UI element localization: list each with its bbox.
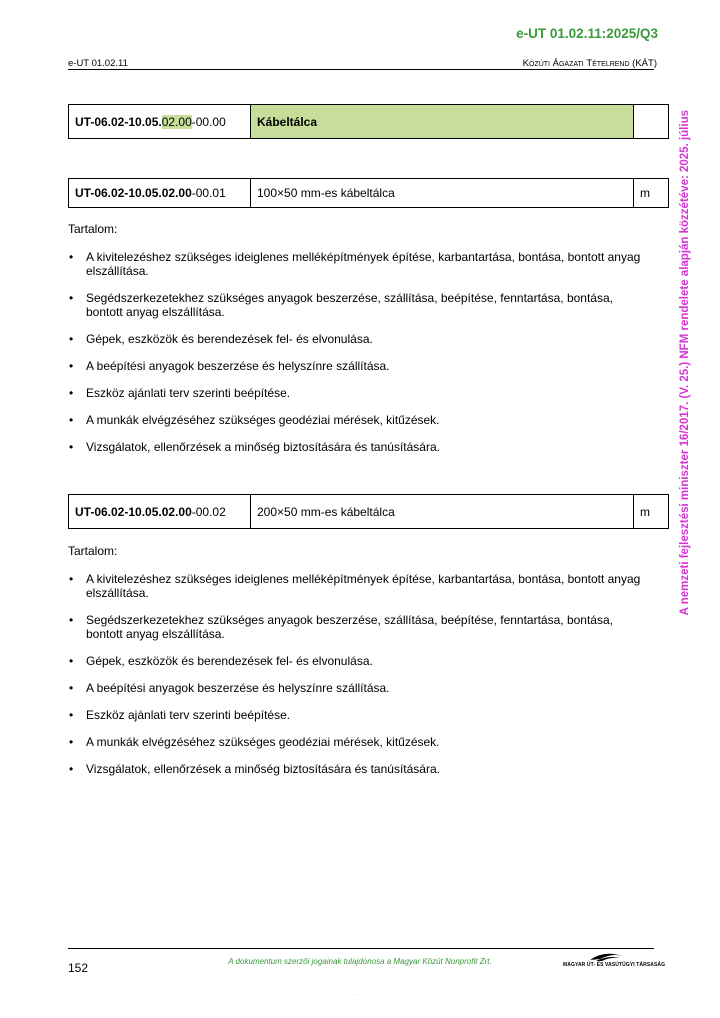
item-code-cell: UT-06.02-10.05.02.00-00.01 — [69, 179, 251, 208]
sidebar-text: A nemzeti fejlesztési miniszter 16/2017. (V. 25.) NFM rendelete alapján közzétéve: 2025. július — [679, 110, 691, 616]
publication-sidebar — [670, 97, 700, 629]
list-item: • Gépek, eszközök és berendezések fel- és elvonulása. — [68, 654, 648, 668]
list-item: • Vizsgálatok, ellenőrzések a minőség biztosítására és tanúsítására. — [68, 762, 648, 776]
header-left-code: e-UT 01.02.11 — [68, 58, 128, 69]
item-title-cell: 100×50 mm-es kábeltálca — [251, 179, 634, 208]
list-item: • Segédszerkezetekhez szükséges anyagok beszerzése, szállítása, beépítése, fenntartása, bontása, bontott anyag elszállítása. — [68, 613, 648, 641]
list-item: • Vizsgálatok, ellenőrzések a minőség biztosítására és tanúsítására. — [68, 440, 648, 454]
footer-dot: . — [357, 991, 359, 997]
page-number: 152 — [68, 961, 89, 975]
list-item: • A kivitelezéshez szükséges ideiglenes melléképítmények építése, karbantartása, bontása, bontott anyag elszállítása. — [68, 250, 648, 278]
tartalom-label-1: Tartalom: — [68, 222, 118, 236]
header-right-title: Közúti Ágazati Tételrend (KÁT) — [522, 58, 657, 69]
group-header-table — [68, 104, 669, 139]
list-item: • Eszköz ajánlati terv szerinti beépítése. — [68, 708, 648, 722]
footer-rule — [68, 948, 654, 949]
list-item: • Gépek, eszközök és berendezések fel- és elvonulása. — [68, 332, 648, 346]
list-item: • A beépítési anyagok beszerzése és helyszínre szállítása. — [68, 681, 648, 695]
item-unit-cell: m — [634, 179, 669, 208]
group-title-cell: Kábeltálca — [251, 105, 634, 139]
item-unit-cell: m — [634, 495, 669, 529]
header-rule — [68, 69, 654, 70]
tartalom-label-2: Tartalom: — [68, 544, 118, 558]
content-list-1 — [68, 250, 648, 467]
list-item: • A munkák elvégzéséhez szükséges geodéziai mérések, kitűzések. — [68, 735, 648, 749]
item-table-1 — [68, 178, 669, 208]
group-code-cell: UT-06.02-10.05.02.00-00.00 — [69, 105, 251, 139]
list-item: • A beépítési anyagok beszerzése és helyszínre szállítása. — [68, 359, 648, 373]
list-item: • A kivitelezéshez szükséges ideiglenes melléképítmények építése, karbantartása, bontása, bontott anyag elszállítása. — [68, 572, 648, 600]
document-code: e-UT 01.02.11:2025/Q3 — [516, 26, 658, 41]
item-code-cell: UT-06.02-10.05.02.00-00.02 — [69, 495, 251, 529]
company-logo-icon — [560, 950, 656, 972]
list-item: • Eszköz ajánlati terv szerinti beépítése. — [68, 386, 648, 400]
list-item: • Segédszerkezetekhez szükséges anyagok beszerzése, szállítása, beépítése, fenntartása, bontása, bontott anyag elszállítása. — [68, 291, 648, 319]
item-title-cell: 200×50 mm-es kábeltálca — [251, 495, 634, 529]
company-logo-text: MAGYAR ÚT- ÉS VASÚTÜGYI TÁRSASÁG — [563, 962, 666, 968]
item-table-2 — [68, 494, 669, 529]
copyright-notice: A dokumentum szerzői jogainak tulajdonosa a Magyar Közút Nonprofit Zrt. — [228, 957, 492, 966]
content-list-2 — [68, 572, 648, 789]
list-item: • A munkák elvégzéséhez szükséges geodéziai mérések, kitűzések. — [68, 413, 648, 427]
group-unit-cell — [634, 105, 669, 139]
